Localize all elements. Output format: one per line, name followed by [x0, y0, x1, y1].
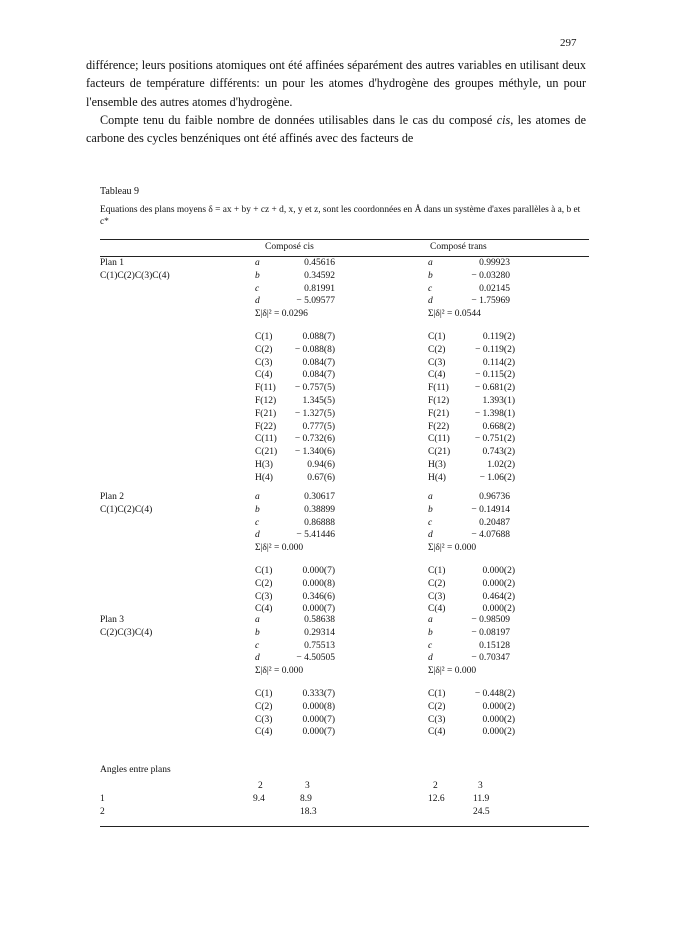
deviation-atom-trans: C(4)	[428, 604, 446, 615]
deviation-atom-trans: C(1)	[428, 566, 446, 576]
deviation-atom-trans: C(21)	[428, 447, 451, 458]
page-number: 297	[560, 37, 577, 49]
deviation-atom-trans: C(3)	[428, 714, 446, 725]
angles-col-header-trans: 2	[433, 781, 438, 791]
deviation-value-cis: 0.000(7)	[302, 604, 335, 615]
coef-value-trans: − 0.08197	[471, 627, 510, 638]
coef-value-trans: 0.96736	[479, 492, 510, 502]
angles-title: Angles entre plans	[100, 765, 171, 775]
coef-label-trans: c	[428, 640, 433, 651]
deviation-value-trans: − 0.119(2)	[475, 344, 515, 355]
angle-value-trans: 12.6	[428, 793, 445, 804]
deviation-atom-cis: C(4)	[255, 727, 273, 738]
table-title: Tableau 9	[100, 186, 140, 197]
deviation-value-trans: − 0.115(2)	[475, 370, 515, 381]
deviation-atom-cis: H(3)	[255, 460, 273, 470]
deviation-value-trans: 0.668(2)	[482, 421, 515, 432]
deviation-atom-cis: C(21)	[255, 447, 278, 458]
coef-value-cis: 0.58638	[304, 615, 335, 625]
deviation-value-trans: 0.000(2)	[482, 566, 515, 576]
deviation-value-cis: 0.084(7)	[302, 370, 335, 381]
angles-col-header-cis: 2	[258, 781, 263, 791]
coef-label-trans: d	[428, 653, 433, 664]
angle-value-cis: 9.4	[253, 793, 265, 804]
coef-value-cis: 0.30617	[304, 492, 335, 502]
coef-label-cis: c	[255, 517, 260, 528]
deviation-value-cis: 0.088(7)	[302, 332, 335, 342]
sum-sq-trans: Σ|δ|² = 0.000	[428, 666, 477, 677]
plan-name: Plan 1	[100, 258, 125, 268]
deviation-atom-trans: C(1)	[428, 332, 446, 342]
coef-label-trans: a	[428, 492, 433, 502]
deviation-value-cis: 0.000(8)	[302, 578, 335, 589]
angles-row-label: 1	[100, 793, 105, 804]
deviation-value-cis: 0.000(7)	[302, 727, 335, 738]
plan-atoms: C(1)C(2)C(3)C(4)	[100, 270, 170, 281]
deviation-value-trans: 0.000(2)	[482, 701, 515, 712]
deviation-value-trans: − 0.448(2)	[474, 689, 515, 699]
deviation-value-cis: 0.000(7)	[302, 714, 335, 725]
deviation-atom-trans: C(3)	[428, 357, 446, 368]
paragraph-1: différence; leurs positions atomiques ont été affinées séparément des autres variables en utilisant deux facteurs de température différents: un pour les atomes d'hydrogène des groupes méthyle, un pour l'ensemble des autres atomes d'hydrogène.	[86, 58, 586, 109]
plan-name: Plan 3	[100, 615, 125, 625]
deviation-value-cis: − 0.757(5)	[294, 383, 335, 394]
deviation-value-cis: 0.67(6)	[307, 472, 335, 483]
deviation-value-trans: − 0.681(2)	[474, 383, 515, 394]
deviation-value-cis: 0.333(7)	[302, 689, 335, 699]
angles-col-header-trans: 3	[478, 781, 483, 791]
deviation-value-cis: 1.345(5)	[302, 396, 335, 406]
deviation-value-trans: 0.000(2)	[482, 727, 515, 738]
angle-value-cis: 8.9	[300, 793, 312, 804]
deviation-value-cis: 0.000(7)	[302, 566, 335, 576]
coef-value-trans: − 0.03280	[471, 270, 510, 281]
coef-value-cis: − 4.50505	[296, 653, 335, 664]
plan-atoms: C(2)C(3)C(4)	[100, 627, 153, 638]
coef-value-trans: − 0.70347	[471, 653, 510, 664]
deviation-value-trans: − 1.06(2)	[479, 472, 515, 483]
coef-value-cis: 0.86888	[304, 517, 335, 528]
deviation-atom-trans: C(1)	[428, 689, 446, 699]
body-paragraph	[86, 56, 586, 147]
deviation-atom-cis: C(4)	[255, 370, 273, 381]
deviation-value-cis: − 1.340(6)	[294, 447, 335, 458]
plan-atoms: C(1)C(2)C(4)	[100, 504, 153, 515]
deviation-value-trans: 0.114(2)	[482, 357, 515, 368]
deviation-atom-cis: C(1)	[255, 566, 273, 576]
plan-name: Plan 2	[100, 492, 125, 502]
deviation-value-cis: 0.346(6)	[302, 591, 335, 602]
deviation-atom-cis: C(4)	[255, 604, 273, 615]
deviation-atom-trans: H(4)	[428, 472, 446, 483]
deviation-value-trans: 0.000(2)	[482, 604, 515, 615]
deviation-atom-cis: C(3)	[255, 591, 273, 602]
deviation-value-trans: 0.119(2)	[482, 332, 515, 342]
coef-value-trans: 0.02145	[479, 283, 510, 294]
deviation-atom-trans: H(3)	[428, 460, 446, 470]
coef-value-trans: 0.20487	[479, 517, 510, 528]
sum-sq-trans: Σ|δ|² = 0.0544	[428, 309, 481, 320]
angle-value-trans: 11.9	[473, 793, 490, 804]
deviation-value-cis: − 0.732(6)	[294, 434, 335, 445]
header-trans: Composé trans	[430, 242, 487, 252]
deviation-atom-cis: C(11)	[255, 434, 277, 445]
coef-value-trans: − 0.98509	[471, 615, 510, 625]
coef-value-cis: 0.29314	[304, 627, 335, 638]
deviation-atom-cis: C(2)	[255, 344, 273, 355]
coef-value-cis: 0.75513	[304, 640, 335, 651]
deviation-value-cis: 0.777(5)	[302, 421, 335, 432]
coef-value-trans: 0.15128	[479, 640, 510, 651]
deviation-atom-cis: H(4)	[255, 472, 273, 483]
coef-value-trans: − 1.75969	[471, 296, 510, 307]
sum-sq-cis: Σ|δ|² = 0.000	[255, 666, 304, 677]
coef-label-cis: d	[255, 653, 260, 664]
deviation-atom-cis: C(2)	[255, 578, 273, 589]
coef-label-cis: a	[255, 258, 260, 268]
deviation-value-trans: 0.000(2)	[482, 578, 515, 589]
coef-label-cis: b	[255, 504, 260, 515]
coef-label-trans: d	[428, 296, 433, 307]
deviation-atom-cis: F(21)	[255, 408, 277, 419]
deviation-atom-trans: F(21)	[428, 408, 450, 419]
coef-value-cis: − 5.09577	[296, 296, 335, 307]
deviation-value-trans: 0.000(2)	[482, 714, 515, 725]
deviation-atom-trans: C(2)	[428, 344, 446, 355]
deviation-value-trans: − 1.398(1)	[474, 408, 515, 419]
coef-label-trans: c	[428, 517, 433, 528]
coef-label-cis: a	[255, 615, 260, 625]
coef-label-cis: c	[255, 640, 260, 651]
table-top-rule	[100, 239, 589, 240]
deviation-value-cis: 0.94(6)	[307, 460, 335, 470]
coef-label-trans: b	[428, 504, 433, 515]
deviation-value-cis: − 1.327(5)	[294, 408, 335, 419]
deviation-value-trans: 0.464(2)	[482, 591, 515, 602]
angle-value-trans: 24.5	[473, 806, 490, 817]
header-rule	[100, 256, 589, 257]
coef-label-trans: c	[428, 283, 433, 294]
deviation-value-cis: 0.084(7)	[302, 357, 335, 368]
coef-label-trans: a	[428, 258, 433, 268]
coef-label-cis: b	[255, 627, 260, 638]
coef-label-cis: b	[255, 270, 260, 281]
deviation-atom-cis: C(3)	[255, 714, 273, 725]
paragraph-2-start: Compte tenu du faible nombre de données utilisables dans le cas du composé	[100, 112, 497, 127]
coef-value-trans: 0.99923	[479, 258, 510, 268]
deviation-atom-cis: C(2)	[255, 701, 273, 712]
deviation-atom-trans: C(4)	[428, 727, 446, 738]
deviation-atom-trans: C(3)	[428, 591, 446, 602]
coef-value-cis: 0.34592	[304, 270, 335, 281]
coef-label-cis: c	[255, 283, 260, 294]
deviation-atom-trans: F(22)	[428, 421, 450, 432]
coef-value-trans: − 0.14914	[471, 504, 510, 515]
coef-label-trans: a	[428, 615, 433, 625]
coef-value-cis: 0.45616	[304, 258, 335, 268]
coef-value-cis: 0.81991	[304, 283, 335, 294]
deviation-atom-trans: C(2)	[428, 701, 446, 712]
sum-sq-trans: Σ|δ|² = 0.000	[428, 543, 477, 554]
header-cis: Composé cis	[265, 242, 314, 252]
coef-label-cis: a	[255, 492, 260, 502]
deviation-atom-trans: F(11)	[428, 383, 449, 394]
coef-value-cis: 0.38899	[304, 504, 335, 515]
deviation-value-trans: 1.02(2)	[487, 460, 515, 470]
sum-sq-cis: Σ|δ|² = 0.0296	[255, 309, 308, 320]
deviation-atom-cis: C(1)	[255, 689, 273, 699]
deviation-atom-trans: C(4)	[428, 370, 446, 381]
deviation-atom-trans: C(11)	[428, 434, 450, 445]
sum-sq-cis: Σ|δ|² = 0.000	[255, 543, 304, 554]
coef-label-trans: d	[428, 530, 433, 541]
deviation-value-cis: 0.000(8)	[302, 701, 335, 712]
coef-label-cis: d	[255, 530, 260, 541]
paragraph-2-end: , les atomes de carbone des cycles benzéniques ont été affinés avec des facteurs de	[86, 112, 586, 146]
coef-value-cis: − 5.41446	[296, 530, 335, 541]
deviation-atom-cis: F(12)	[255, 396, 277, 406]
angle-value-cis: 18.3	[300, 806, 317, 817]
table-bottom-rule	[100, 826, 589, 827]
deviation-value-trans: − 0.751(2)	[474, 434, 515, 445]
deviation-atom-cis: F(22)	[255, 421, 277, 432]
angles-row-label: 2	[100, 806, 105, 817]
deviation-value-trans: 0.743(2)	[482, 447, 515, 458]
paragraph-2-cis: cis	[496, 112, 511, 127]
deviation-atom-cis: C(1)	[255, 332, 273, 342]
deviation-atom-cis: F(11)	[255, 383, 276, 394]
deviation-atom-trans: C(2)	[428, 578, 446, 589]
angles-col-header-cis: 3	[305, 781, 310, 791]
coef-label-cis: d	[255, 296, 260, 307]
coef-value-trans: − 4.07688	[471, 530, 510, 541]
coef-label-trans: b	[428, 627, 433, 638]
deviation-atom-trans: F(12)	[428, 396, 450, 406]
coef-label-trans: b	[428, 270, 433, 281]
deviation-atom-cis: C(3)	[255, 357, 273, 368]
paragraph-2	[86, 111, 586, 148]
deviation-value-trans: 1.393(1)	[482, 396, 515, 406]
table-caption: Equations des plans moyens δ = ax + by + cz + d, x, y et z, sont les coordonnées en Å dans un système d'axes parallèles à a, b et c*	[100, 205, 581, 227]
deviation-value-cis: − 0.088(8)	[294, 344, 335, 355]
